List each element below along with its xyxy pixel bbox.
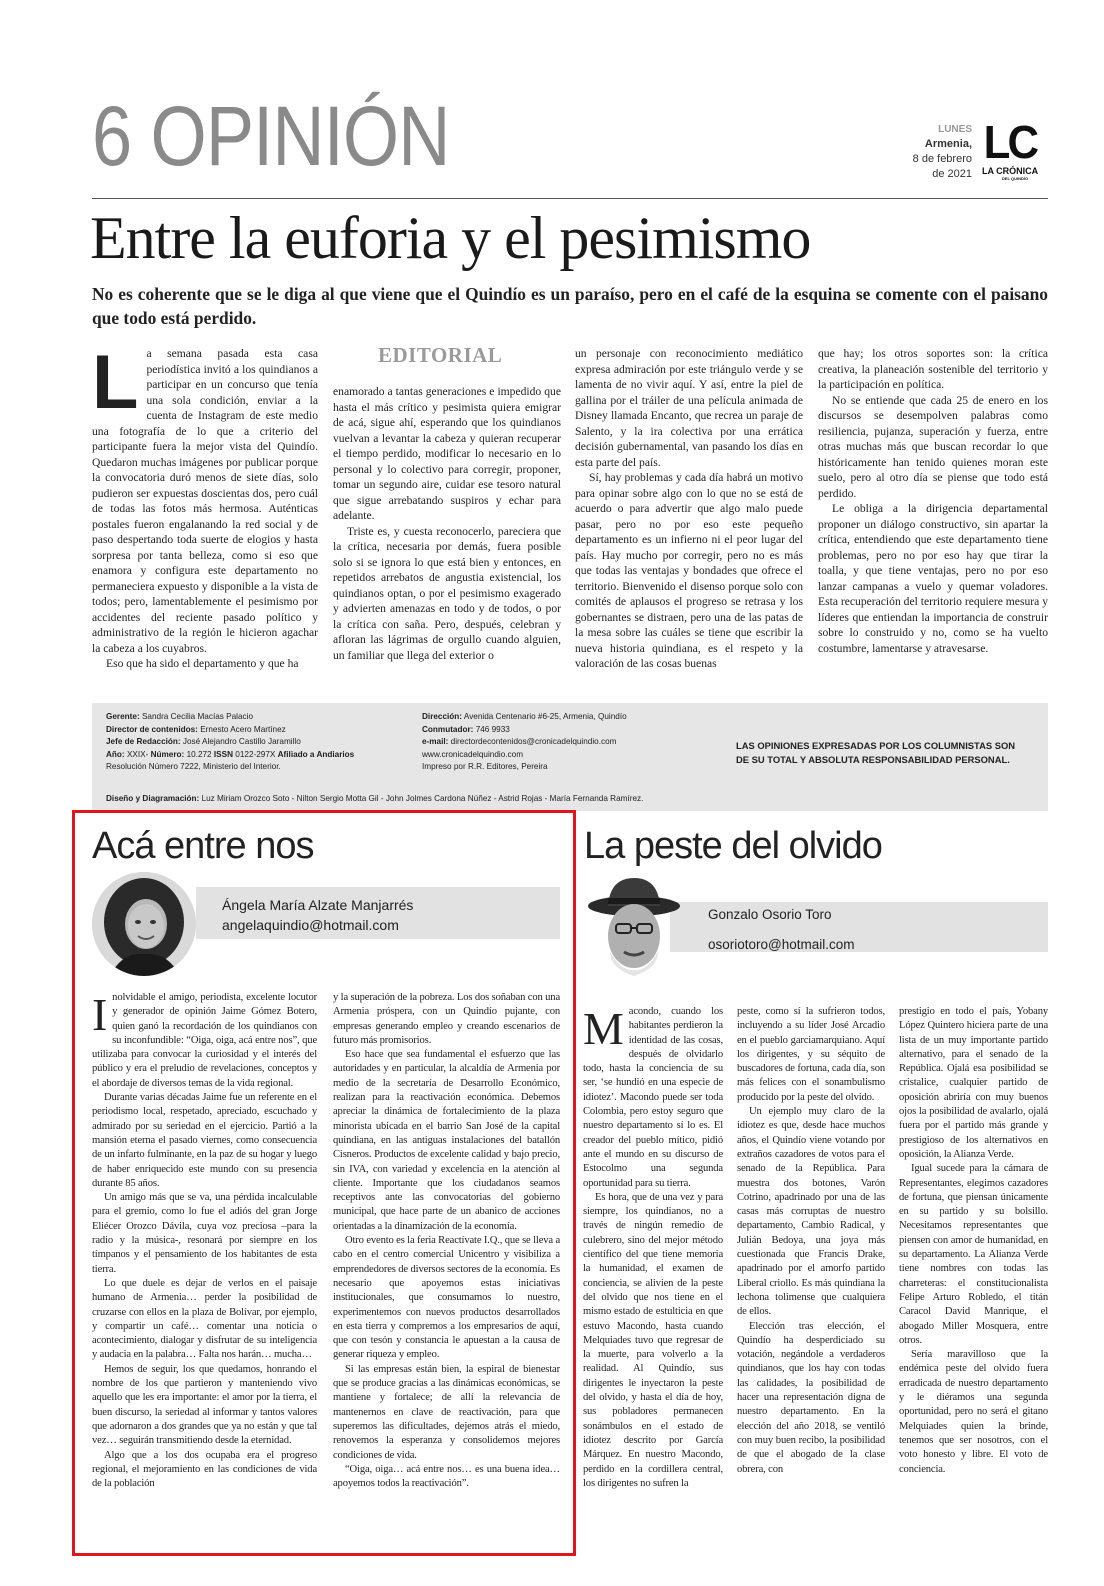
logo-name: LA CRÓNICA bbox=[982, 166, 1039, 176]
paragraph: Eso hace que sea fundamental el esfuerzo que las autoridades y en particular, la alcaldía de Armenia por medio de la secretaría de Desarrollo Económico, realizan para la reactivación económica. Debemos apreciar la dinámica de fortalecimiento de la plaza minorista ubicada en el barrio San José de la capital quindiana, en las antiguas instalaciones del batallón Cisneros. Productos de excelente calidad y bajo precio, sin IVA, con variedad y excelencia en la atención al cliente. Importante que los ciudadanos seamos receptivos ante las convocatorias del gobierno municipal, que hace parte de un abanico de acciones orientadas a la dinamización de la economía. bbox=[333, 1049, 560, 1232]
ano-label: Año: bbox=[106, 749, 125, 759]
editorial-column-4 bbox=[818, 346, 1048, 686]
date-line-2: de 2021 bbox=[932, 168, 972, 180]
paragraph: acondo, cuando los habitantes perdieron la identidad de las cosas, después de olvidarlo todo, hasta la conciencia de su ser, ‘se hundió en una especie de idiotez’. Macondo puede ser toda Colombia, pero estoy seguro que nuestro departamento sí lo es. El creador del pueblo mítico, pidió ante el mundo en su discurso de Estocolmo una segunda oportunidad para su tierra. bbox=[583, 1006, 723, 1189]
disclaimer-line-2: DE SU TOTAL Y ABSOLUTA RESPONSABILIDAD PERSONAL. bbox=[736, 754, 1010, 765]
masthead-left bbox=[106, 711, 354, 774]
gerente-label: Gerente: bbox=[106, 712, 140, 721]
date-city: Armenia, bbox=[924, 138, 972, 150]
paragraph: y la superación de la pobreza. Los dos soñaban con una Armenia próspera, con un Quindío pujante, con empresas generando empleo y creando escenarios de futuro más promisorios. bbox=[333, 992, 560, 1046]
paragraph: nolvidable el amigo, periodista, excelente locutor y generador de opinión Jaime Gómez Botero, quien ganó la recordación de los quindianos con su inconfundible: “Oiga, oiga, acá entre nos”, que utilizaba para convocar la curiosidad y el interés del público y era el preludio de revelaciones, conceptos y el abordaje de diversos temas de la vida regional. bbox=[92, 992, 317, 1089]
author-photo-right bbox=[584, 872, 684, 982]
numero-label: Número: bbox=[150, 749, 185, 759]
header-rule bbox=[92, 198, 1048, 199]
paragraph: prestigio en todo el país, Yobany López Quintero hiciera parte de una lista de un muy importante partido alternativo, para el senado de la República. Ojalá esa posibilidad se cristalice, cualquier partido de oposición abriría con muy buenos ojos la posibilidad de avalarlo, ojalá fuera por el partido más grande y prestigioso de los alternativos en oposición, la Alianza Verde. bbox=[899, 1006, 1048, 1160]
editorial-column-1 bbox=[92, 346, 318, 686]
conmutador-label: Conmutador: bbox=[422, 724, 474, 734]
paragraph: No se entiende que cada 25 de enero en los discursos se desempolven palabras como resiliencia, pujanza, superación y fuerza, entre otras muchas más que buscan recordar lo que históricamente han tenido quienes moran este suelo, pero al otro día se piense que todo está perdido. bbox=[818, 393, 1048, 500]
author-email-right[interactable]: osoriotoro@hotmail.com bbox=[708, 937, 855, 952]
paragraph: enamorado a tantas generaciones e impedido que hasta el más crítico y pesimista quiera emigrar de acá, sigue ahí, esperando que los quindianos vuelvan a levantar la cabeza y quieran recuperar el tiempo perdido, modificar lo necesario en lo personal y lo colectivo para corregir, proponer, tomar un segundo aire, cuidar ese tesoro natural que sigue arrebatando suspiros y echar para adelante. bbox=[333, 385, 561, 522]
paragraph: Lo que duele es dejar de verlos en el paisaje humano de Armenia… perder la posibilidad de cruzarse con ellos en la plaza de Bolívar, por ejemplo, y compartir un café… comentar una noticia o acontecimiento, dialogar y disfrutar de su inteligencia y audacia en la palabra… Falta nos harán… mucha… bbox=[92, 1277, 317, 1361]
author-photo-left bbox=[92, 872, 196, 976]
paragraph: Sí, hay problemas y cada día habrá un motivo para opinar sobre algo con lo que no se está de acuerdo o para advertir que algo malo puede pasar, pero no por eso este pequeño departamento es un infierno ni el peor lugar del país. Hay mucho por corregir, pero no es más que todas las ventajas y bondades que ofrece el territorio. Bienvenido el disenso porque solo con comités de aplausos el progreso se retrasa y los gobernantes se distraen, pero una de las patas de la mesa sobre las cuáles se tiene que escribir la nueva historia quindiana, es el respeto y la valoración de las cosas buenas bbox=[575, 471, 803, 670]
paragraph: Si las empresas están bien, la espiral de bienestar que se produce gracias a las dinámicas económicas, se mantiene y fortalece; de allí la relevancia de mantenernos en clave de reactivación, para que superemos las dificultades, dejemos atrás el miedo, renovemos la esperanza y consolidemos mejores condiciones de vida. bbox=[333, 1363, 560, 1461]
paragraph: a semana pasada esta casa periodística invitó a los quindianos a participar en un concurso que tenía una sola condición, enviar a la cuenta de Instagram de este medio una fotografía de lo que a criterio del participante fuera la mejor vista del Quindío. Quedaron muchas imágenes por publicar porque la convocatoria duró menos de siete días, solo pudieron ser expuestas doscientas dos, pero cuál de todas las fotos más hermosa. Auténticas postales fueron engalanando la red social y de paso despertando toda suerte de elogios y hasta sorpresa por tanta belleza, como si eso que enamora y configura este departamento no permaneciera expuesto y disponible a la vista de todos; pero, lamentablemente el pesimismo por accidentes del reciente pasado político y administrativo de la región le hicieron agachar la cabeza a los cuyabros. bbox=[92, 347, 318, 655]
paragraph: “Oiga, oiga… acá entre nos… es una buena idea… apoyemos todos la reactivación”. bbox=[333, 1463, 560, 1490]
diseno-label: Diseño y Diagramación: bbox=[106, 794, 200, 803]
paragraph: un personaje con reconocimiento mediático expresa admiración por este triángulo verde y se lamenta de no vivir aquí. Y así, entre la piel de gallina por el tráiler de una película animada de Disney llamada Encanto, que recrea un paraje de Salento, y la ira colectiva por una errática decisión gubernamental, van pasando los días en esta parte del país. bbox=[575, 347, 803, 469]
column-left-text-2 bbox=[333, 991, 560, 1546]
paragraph: Le obliga a la dirigencia departamental proponer un diálogo constructivo, sin apartar la crítica, entendiendo que este departamento tiene problemas, pero no por eso hay que tirar la toalla, y que tiene ventajas, pero no por eso lanzar campanas a vuelo y quemar voladores. Esta recuperación del territorio requiere mesura y líderes que entiendan la importancia de construir sobre lo construido y no, como se ha vuelto costumbre, lamentarse y atravesarse. bbox=[818, 502, 1048, 655]
gerente-name: Sandra Cecilia Macías Palacio bbox=[141, 712, 253, 721]
impreso-text: Impreso por R.R. Editores, Pereira bbox=[422, 762, 548, 771]
direccion-value: Avenida Centenario #6-25, Armenia, Quindío bbox=[463, 712, 627, 721]
masthead-box bbox=[92, 703, 1048, 811]
direccion-label: Dirección: bbox=[422, 712, 463, 721]
editorial-column-2 bbox=[333, 384, 561, 686]
diseno-line bbox=[106, 793, 643, 806]
paragraph: Otro evento es la feria Reactívate I.Q., que se lleva a cabo en el centro comercial Unicentro y visibiliza a emprendedores de diversos sectores de la economía. Es necesario que apoyemos estas iniciativas institucionales, que consumamos lo nuestro, experimentemos con nuevos productos desarrollados en esta tierra y compremos a los empresarios de aquí, que con tesón y constancia le apuestan a la causa de generar riqueza y empleo. bbox=[333, 1235, 560, 1361]
paragraph: Triste es, y cuesta reconocerlo, pareciera que la crítica, necesaria por demás, fuera posible solo si se ignora lo que está bien y entonces, en repetidos arrebatos de angustia existencial, los quindianos optan, o por el pesimismo exagerado y advierten amenazas en todo y de todos, o por la crítica con saña. Pero, después, celebran y afloran las lágrimas de orgullo cuando alguien, un familiar que llega del exterior o bbox=[333, 524, 561, 662]
column-left-dropcap: I bbox=[92, 991, 108, 1040]
author-email-left[interactable]: angelaquindio@hotmail.com bbox=[222, 917, 399, 933]
newspaper-logo bbox=[982, 118, 1048, 184]
director-name: Ernesto Acero Martínez bbox=[200, 724, 286, 734]
paragraph: Sería maravilloso que la endémica peste del olvido fuera erradicada de nuestro departamento y le diéramos una segunda oportunidad, pero no será el gitano Melquiades quien la brinde, tenemos que ser nosotros, con el voto honesto y libre. El voto de conciencia. bbox=[899, 1349, 1048, 1475]
date-block bbox=[900, 122, 972, 182]
editorial-column-3 bbox=[575, 346, 803, 686]
column-right-text-1 bbox=[583, 1005, 723, 1535]
resolucion-text: Resolución Número 7222, Ministerio del Interior. bbox=[106, 762, 281, 771]
date-line-1: 8 de febrero bbox=[912, 153, 972, 165]
date-day: LUNES bbox=[938, 124, 972, 135]
conmutador-value: 746 9933 bbox=[475, 724, 510, 734]
logo-letters: LC bbox=[983, 116, 1037, 168]
diseno-names: Luz Miriam Orozco Soto - Nilton Sergio Motta Gil - John Jolmes Cardona Núñez - Astrid Rojas - María Fernanda Ramírez. bbox=[201, 794, 644, 803]
paragraph: peste, como sí la sufrieron todos, incluyendo a su líder José Arcadio en el pueblo garciamarquiano. Aquí los dirigentes, y su séquito de buscadores de fortuna, cada día, son más felices con el sonambulismo producido por la peste del olvido. bbox=[737, 1006, 885, 1103]
paragraph: Algo que a los dos ocupaba era el progreso regional, el mejoramiento en las condiciones de vida de la población bbox=[92, 1449, 317, 1490]
paragraph: que hay; los otros soportes son: la crítica creativa, la planeación sostenible del territorio y la participación en política. bbox=[818, 347, 1048, 391]
logo-sub: DEL QUINDÍO bbox=[1001, 176, 1029, 181]
disclaimer-line-1: LAS OPINIONES EXPRESADAS POR LOS COLUMNISTAS SON bbox=[736, 740, 1016, 751]
issn-value: 0122-297X bbox=[235, 749, 276, 759]
disclaimer bbox=[736, 739, 1015, 767]
editorial-dropcap: L bbox=[92, 346, 139, 425]
jefe-name: José Alejandro Castillo Jaramillo bbox=[182, 737, 301, 746]
paragraph: Un ejemplo muy claro de la idiotez es que, desde hace muchos años, el Quindío viene votando por extraños cazadores de votos para el senado de la República. Para muestra dos botones, Varón Cotrino, apadrinado por una de las casas más corruptas de nuestro departamento, Cambio Radical, y Julián Bedoya, una joya más cuestionada que Francis Drake, apadrinado por el amorfo partido Liberal criollo. Es más quindiana la lechona tolimense que cualquiera de ellos. bbox=[737, 1106, 885, 1318]
column-right-text-2 bbox=[737, 1005, 885, 1535]
director-label: Director de contenidos: bbox=[106, 724, 198, 734]
ano-value: XXIX- bbox=[126, 749, 149, 759]
paragraph: Hemos de seguir, los que quedamos, honrando el nombre de los que partieron y manteniendo vivo aquello que les era importante: el amor por la tierra, el buen discurso, la seriedad al informar y tantos valores que adornaron a dos grandes que ya no están y que tal vez… seguirán transmitiendo desde la eternidad. bbox=[92, 1363, 317, 1447]
column-left-text-1 bbox=[92, 991, 317, 1546]
paragraph: Igual sucede para la cámara de Representantes, elegimos cazadores de fortuna, que piensan únicamente en su partido y su bolsillo. Necesitamos representantes que piensen con amor de humanidad, en su departamento. La Alianza Verde tiene nombres con todas las charreteras: el constitucionalista Felipe Arturo Robledo, el titán Caracol David Manrique, el abogado Miller Mosquera, entre otros. bbox=[899, 1163, 1048, 1346]
masthead-middle bbox=[422, 711, 627, 774]
author-name-right: Gonzalo Osorio Toro bbox=[708, 907, 832, 922]
editorial-label: EDITORIAL bbox=[378, 343, 503, 367]
jefe-label: Jefe de Redacción: bbox=[106, 737, 181, 746]
paragraph: Un amigo más que se va, una pérdida incalculable para el gremio, como lo fue el adiós del gran Jorge Eliécer Orozco Dávila, cuya voz preciosa –para la radio y la música-, resonará por siempre en los tímpanos y el pensamiento de los habitantes de esta tierra. bbox=[92, 1192, 317, 1275]
author-name-left: Ángela María Alzate Manjarrés bbox=[222, 897, 414, 913]
masthead-email[interactable]: directordecontenidos@cronicadelquindio.com bbox=[450, 737, 617, 746]
editorial-title: Entre la euforia y el pesimismo bbox=[90, 205, 811, 271]
numero-value: 10.272 bbox=[186, 749, 212, 759]
paragraph: Eso que ha sido el departamento y que ha bbox=[106, 657, 299, 670]
column-left-title: Acá entre nos bbox=[92, 825, 314, 867]
masthead-website[interactable]: www.cronicadelquindio.com bbox=[422, 749, 524, 759]
email-label: e-mail: bbox=[422, 737, 449, 746]
column-right-title: La peste del olvido bbox=[584, 825, 882, 867]
column-right-dropcap: M bbox=[583, 1005, 624, 1054]
editorial-subtitle: No es coherente que se le diga al que viene que el Quindío es un paraíso, pero en el café de la esquina se comente con el paisano que todo está perdido. bbox=[92, 284, 1048, 328]
issn-label: ISSN bbox=[213, 749, 234, 759]
afiliado-text: Afiliado a Andiarios bbox=[277, 749, 355, 759]
paragraph: Durante varias décadas Jaime fue un referente en el periodismo local, respetado, apreciado, escuchado y admirado por su seriedad en el ejercicio. Partió a la mansión eterna el pasado viernes, como consecuencia de un infarto fulminante, en la paz de su hogar y luego de haber enriquecido este mundo con su presencia durante 85 años. bbox=[92, 1092, 317, 1189]
section-title: 6 OPINIÓN bbox=[92, 89, 450, 183]
paragraph: Es hora, que de una vez y para siempre, los quindianos, no a través de ningún remedio de culebrero, sino del mejor método científico del que tiene memoria la humanidad, el examen de conciencia, se alivien de la peste del olvido que nos tiene en el mismo estado de estulticia en que estuvo Macondo, hasta cuando Melquiades tuvo que regresar de la muerte, para volverlo a la realidad. Al Quindío, sus dirigentes le inyectaron la peste del olvido, y hasta el día de hoy, sus pobladores permanecen sonámbulos en el estado de idiotez descrito por García Márquez. En nuestro Macondo, perdido en la cordillera central, los dirigentes no sufren la bbox=[583, 1191, 723, 1489]
column-right-text-3 bbox=[899, 1005, 1048, 1535]
paragraph: Elección tras elección, el Quindío ha desperdiciado su votación, negándole a verdaderos quindianos, que los hay con todas las calidades, la posibilidad de hacer una representación digna de nuestro departamento. En la elección del año 2018, se ventiló con muy buen recibo, la posibilidad de que el abogado de la clase obrera, con bbox=[737, 1320, 885, 1475]
